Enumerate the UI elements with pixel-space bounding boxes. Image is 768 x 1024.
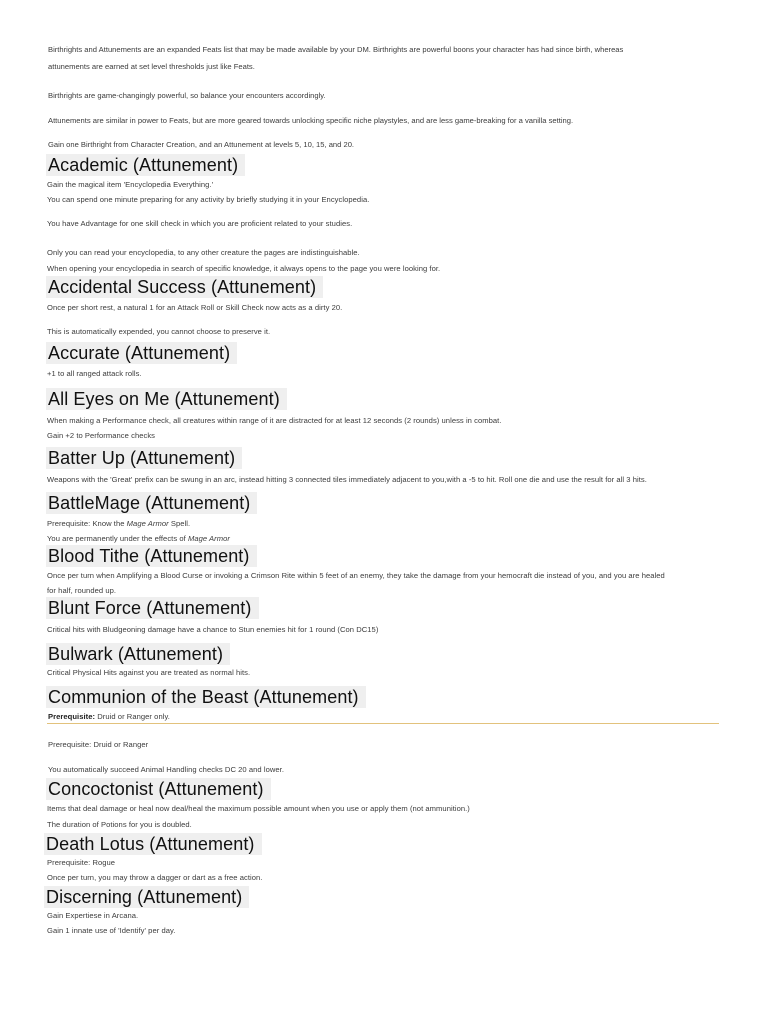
academic-line-2: You can spend one minute preparing for any activity by briefly studying it in your Encyclopedia. xyxy=(47,195,370,204)
all-eyes-line-1: When making a Performance check, all creatures within range of it are distracted for at least 12 seconds (2 rounds) unless in combat. xyxy=(47,416,502,425)
all-eyes-line-2: Gain +2 to Performance checks xyxy=(47,431,156,440)
blunt-force-line-1: Critical hits with Bludgeoning damage have a chance to Stun enemies hit for 1 round (Con DC15) xyxy=(47,625,379,634)
intro-line-5: Gain one Birthright from Character Creation, and an Attunement at levels 5, 10, 15, and 20. xyxy=(48,140,355,149)
heading-discerning: Discerning (Attunement) xyxy=(44,886,249,908)
heading-blunt-force: Blunt Force (Attunement) xyxy=(46,597,259,619)
intro-line-4: Attunements are similar in power to Feats, but are more geared towards unlocking specific niche playstyles, and are less game-breaking for a vanilla setting. xyxy=(48,116,574,125)
academic-line-1: Gain the magical item 'Encyclopedia Everything.' xyxy=(47,180,214,189)
blood-tithe-line-1: Once per turn when Amplifying a Blood Curse or invoking a Crimson Rite within 5 feet of an enemy, they take the damage from your hemocraft die instead of you, and you are healed xyxy=(47,571,665,580)
batter-up-line-1: Weapons with the 'Great' prefix can be swung in an arc, instead hitting 3 connected tiles immediately adjacent to you,with a -5 to hit. Roll one die and use the result for all 3 hits. xyxy=(47,475,647,484)
communion-line-2: Prerequisite: Druid or Ranger xyxy=(48,740,149,749)
death-lotus-line-1: Prerequisite: Rogue xyxy=(47,858,116,867)
section-divider xyxy=(47,723,719,724)
heading-concoctonist: Concoctonist (Attunement) xyxy=(46,778,271,800)
blood-tithe-line-2: for half, rounded up. xyxy=(47,586,117,595)
accurate-line-1: +1 to all ranged attack rolls. xyxy=(47,369,142,378)
heading-bulwark: Bulwark (Attunement) xyxy=(46,643,230,665)
accidental-success-line-2: This is automatically expended, you cannot choose to preserve it. xyxy=(47,327,271,336)
intro-line-3: Birthrights are game-changingly powerful, so balance your encounters accordingly. xyxy=(48,91,326,100)
concoctonist-line-2: The duration of Potions for you is doubled. xyxy=(47,820,192,829)
communion-line-1: Prerequisite: Druid or Ranger only. xyxy=(48,712,170,721)
heading-death-lotus: Death Lotus (Attunement) xyxy=(44,833,262,855)
bulwark-line-1: Critical Physical Hits against you are treated as normal hits. xyxy=(47,668,251,677)
intro-line-2: attunements are earned at set level thresholds just like Feats. xyxy=(48,62,255,71)
discerning-line-2: Gain 1 innate use of 'Identify' per day. xyxy=(47,926,176,935)
academic-line-4: Only you can read your encyclopedia, to any other creature the pages are indistinguishable. xyxy=(47,248,360,257)
communion-line-3: You automatically succeed Animal Handling checks DC 20 and lower. xyxy=(48,765,284,774)
battlemage-line-1: Prerequisite: Know the Mage Armor Spell. xyxy=(47,519,191,528)
heading-battlemage: BattleMage (Attunement) xyxy=(46,492,257,514)
concoctonist-line-1: Items that deal damage or heal now deal/heal the maximum possible amount when you use or apply them (not ammunition.) xyxy=(47,804,470,813)
academic-line-3: You have Advantage for one skill check in which you are proficient related to your studies. xyxy=(47,219,353,228)
heading-accidental-success: Accidental Success (Attunement) xyxy=(46,276,323,298)
heading-accurate: Accurate (Attunement) xyxy=(46,342,237,364)
heading-all-eyes-on-me: All Eyes on Me (Attunement) xyxy=(46,388,287,410)
death-lotus-line-2: Once per turn, you may throw a dagger or dart as a free action. xyxy=(47,873,263,882)
heading-academic: Academic (Attunement) xyxy=(46,154,245,176)
battlemage-line-2: You are permanently under the effects of Mage Armor xyxy=(47,534,230,543)
discerning-line-1: Gain Expertiese in Arcana. xyxy=(47,911,139,920)
heading-batter-up: Batter Up (Attunement) xyxy=(46,447,242,469)
heading-communion-of-the-beast: Communion of the Beast (Attunement) xyxy=(46,686,366,708)
heading-blood-tithe: Blood Tithe (Attunement) xyxy=(46,545,257,567)
intro-line-1: Birthrights and Attunements are an expanded Feats list that may be made available by your DM. Birthrights are powerful boons your character has had since birth, whereas xyxy=(48,45,624,54)
academic-line-5: When opening your encyclopedia in search of specific knowledge, it always opens to the page you were looking for. xyxy=(47,264,441,273)
accidental-success-line-1: Once per short rest, a natural 1 for an Attack Roll or Skill Check now acts as a dirty 20. xyxy=(47,303,343,312)
